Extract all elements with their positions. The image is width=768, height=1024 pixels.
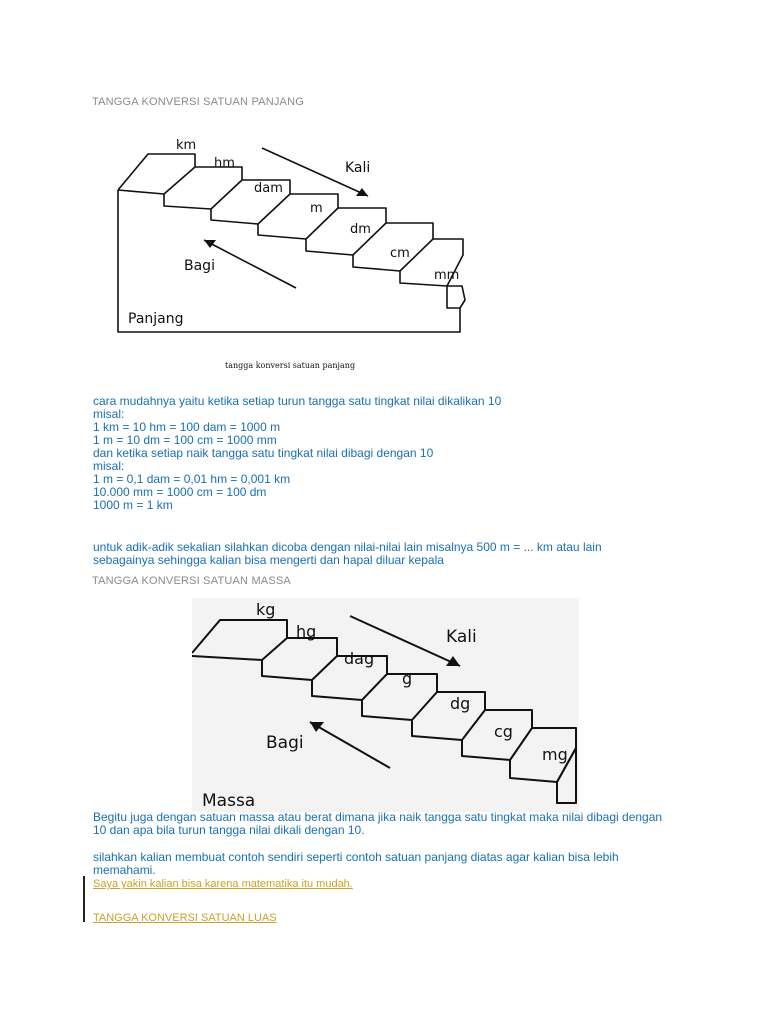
- step-label-dam: dam: [254, 181, 283, 196]
- practice-paragraph: [93, 541, 602, 567]
- step-label-dag: dag: [344, 649, 375, 668]
- text-line: misal:: [93, 459, 125, 473]
- text-line: dan ketika setiap naik tangga satu tingkat nilai dibagi dengan 10: [93, 446, 434, 460]
- text-line: 10.000 mm = 1000 cm = 100 dm: [93, 485, 267, 499]
- step-label-km: km: [176, 138, 197, 153]
- kali-label: Kali: [345, 160, 371, 176]
- text-line: 1 m = 0,1 dam = 0,01 hm = 0,001 km: [93, 472, 291, 486]
- heading-satuan-massa: TANGGA KONVERSI SATUAN MASSA: [92, 575, 291, 587]
- text-line: untuk adik-adik sekalian silahkan dicoba dengan nilai-nilai lain misalnya 500 m = ... km atau lain: [93, 540, 602, 554]
- step-label-g: g: [402, 669, 413, 688]
- panjang-label: Panjang: [128, 311, 184, 327]
- length-staircase-diagram: [100, 118, 485, 346]
- heading-satuan-luas-link[interactable]: TANGGA KONVERSI SATUAN LUAS: [93, 912, 277, 924]
- step-label-mm: mm: [434, 268, 460, 283]
- text-line: sebagainya sehingga kalian bisa mengerti dan hapal diluar kepala: [93, 553, 444, 567]
- mass-staircase-diagram: [192, 598, 579, 812]
- margin-bar: [83, 876, 85, 922]
- text-line: memahami.: [93, 863, 156, 877]
- step-label-dg: dg: [450, 694, 471, 713]
- step-label-cm: cm: [390, 246, 410, 261]
- explanation-block: [93, 395, 501, 512]
- massa-paragraph: [93, 811, 662, 837]
- step-label-kg: kg: [256, 600, 276, 619]
- text-line: cara mudahnya yaitu ketika setiap turun tangga satu tingkat nilai dikalikan 10: [93, 394, 502, 408]
- bagi-label: Bagi: [184, 258, 215, 274]
- text-line: misal:: [93, 407, 125, 421]
- text-line: 1 m = 10 dm = 100 cm = 1000 mm: [93, 433, 277, 447]
- exercise-paragraph: [93, 851, 619, 877]
- text-line: 10 dan apa bila turun tangga nilai dikali dengan 10.: [93, 823, 365, 837]
- text-line: Begitu juga dengan satuan massa atau berat dimana jika naik tangga satu tingkat maka nilai dibagi dengan: [93, 810, 663, 824]
- step-label-cg: cg: [494, 722, 513, 741]
- step-label-mg: mg: [542, 745, 568, 764]
- kali-label: Kali: [446, 627, 477, 647]
- text-line: 1000 m = 1 km: [93, 498, 173, 512]
- step-label-m: m: [310, 201, 323, 216]
- bagi-label: Bagi: [266, 733, 304, 753]
- step-label-hm: hm: [214, 156, 235, 171]
- step-label-hg: hg: [296, 622, 317, 641]
- motivation-link[interactable]: Saya yakin kalian bisa karena matematika itu mudah.: [93, 878, 353, 890]
- text-line: silahkan kalian membuat contoh sendiri seperti contoh satuan panjang diatas agar kalian bisa lebih: [93, 850, 619, 864]
- step-label-dm: dm: [350, 222, 371, 237]
- text-line: 1 km = 10 hm = 100 dam = 1000 m: [93, 420, 281, 434]
- massa-label: Massa: [202, 791, 256, 811]
- diagram-caption: tangga konversi satuan panjang: [225, 361, 356, 370]
- heading-satuan-panjang: TANGGA KONVERSI SATUAN PANJANG: [92, 96, 304, 108]
